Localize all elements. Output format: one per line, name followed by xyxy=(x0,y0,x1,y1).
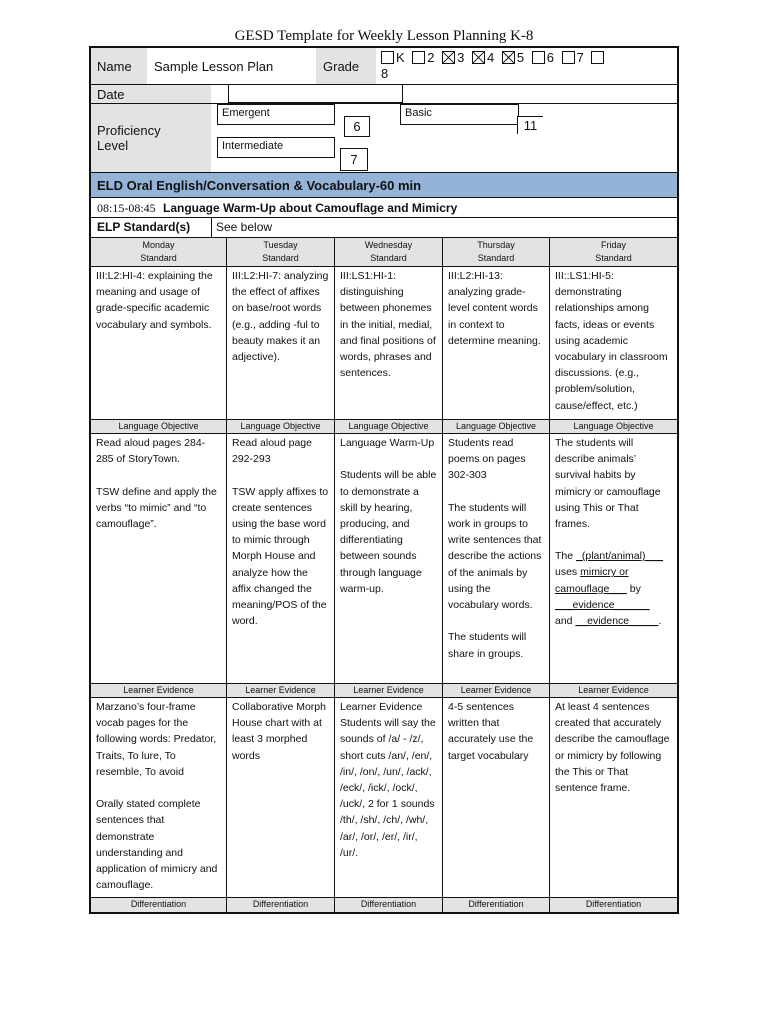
differentiation-header: Differentiation xyxy=(585,899,642,909)
evidence-header: Learner Evidence xyxy=(245,685,316,695)
day-header-monday: Monday Standard xyxy=(140,240,177,263)
differentiation-header: Differentiation xyxy=(468,899,524,909)
objective-friday: The students will describe animals’ survival habits by mimicry or camouflage using This or That frames. The _(plant/animal)___ uses mimicry or camouflage___ by ___evidence______ and __evidence_____. xyxy=(555,437,663,628)
activity-line xyxy=(97,201,457,216)
elp-label: ELP Standard(s) xyxy=(97,220,191,234)
emergent-number[interactable]: 6 xyxy=(344,116,370,137)
grade-option[interactable]: 5 xyxy=(502,50,524,65)
standard-friday: III::LS1:HI-5: demonstrating relationships among facts, ideas or events using academic vocabulary in classroom discussions. (e.g., problem/solution, cause/effect, etc.) xyxy=(555,270,668,412)
grade-option[interactable]: 2 xyxy=(412,50,434,65)
evidence-friday: At least 4 sentences created that accurately describe the camouflage or mimicry by following the This or That sentence frame. xyxy=(555,701,670,795)
standard-monday: III:L2:HI-4: explaining the meaning and usage of grade-specific academic vocabulary and symbols. xyxy=(96,270,213,331)
objective-header: Language Objective xyxy=(240,421,321,431)
lesson-plan-table xyxy=(89,46,679,914)
intermediate-label: Intermediate xyxy=(217,137,335,158)
date-field[interactable] xyxy=(228,85,403,103)
objective-header: Language Objective xyxy=(118,421,199,431)
section-title: ELD Oral English/Conversation & Vocabulary-60 min xyxy=(91,173,677,197)
grade-option[interactable]: 7 xyxy=(562,50,584,65)
date-label: Date xyxy=(97,87,125,102)
grade-option[interactable]: K xyxy=(381,50,405,65)
objective-header: Language Objective xyxy=(455,421,537,431)
objective-monday: Read aloud pages 284-285 of StoryTown. TSW define and apply the verbs “to mimic” and “to camouflage”. xyxy=(96,437,217,531)
name-value[interactable]: Sample Lesson Plan xyxy=(154,59,274,74)
grade-option[interactable]: 4 xyxy=(472,50,494,65)
checkbox-7[interactable] xyxy=(562,51,575,64)
checkbox-5[interactable] xyxy=(502,51,515,64)
grade-label: Grade xyxy=(323,59,360,74)
document-title: GESD Template for Weekly Lesson Planning K-8 xyxy=(234,28,534,44)
evidence-monday: Marzano’s four-frame vocab pages for the following words: Predator, Traits, To lure, To resemble, To avoid Orally stated complete sentences that demonstrate understanding and application of mimicry and camouflage. xyxy=(96,701,218,892)
day-header-wednesday: Wednesday Standard xyxy=(364,240,413,263)
grade-option[interactable]: 3 xyxy=(442,50,464,65)
evidence-wednesday: Learner Evidence Students will say the sounds of /a/ - /z/, short cuts /an/, /en/, /in/, /on/, /un/, /ack/, /eck/, /ick/, /ock/, /uck/, 2 for 1 sounds /th/, /sh/, /ch/, /wh/, /ar/, /or/, /er/, /ir/, /ur/. xyxy=(340,701,436,859)
checkbox-6[interactable] xyxy=(532,51,545,64)
activity-title: Language Warm-Up about Camouflage and Mimicry xyxy=(163,201,458,215)
objective-header: Language Objective xyxy=(573,421,654,431)
checkbox-k[interactable] xyxy=(381,51,394,64)
standard-thursday: III:L2:HI-13: analyzing grade-level content words in context to determine meaning. xyxy=(448,270,541,347)
day-header-friday: Friday Standard xyxy=(595,240,632,263)
name-label: Name xyxy=(97,59,132,74)
basic-number[interactable]: 11 xyxy=(517,116,543,134)
evidence-header: Learner Evidence xyxy=(460,685,532,695)
checkbox-3[interactable] xyxy=(442,51,455,64)
session-time: 08:15-08:45 xyxy=(97,201,156,215)
checkbox-4[interactable] xyxy=(472,51,485,64)
objective-tuesday: Read aloud page 292-293 TSW apply affixes to create sentences using the base word to mimic through Morph House and analyze how the affix changed the meaning/POS of the word. xyxy=(232,437,329,628)
intermediate-number[interactable]: 7 xyxy=(340,148,368,171)
emergent-label: Emergent xyxy=(217,104,335,125)
checkbox-2[interactable] xyxy=(412,51,425,64)
evidence-header: Learner Evidence xyxy=(578,685,649,695)
checkbox-8[interactable] xyxy=(591,51,604,64)
evidence-header: Learner Evidence xyxy=(123,685,194,695)
grade-option[interactable]: 6 xyxy=(532,50,554,65)
objective-thursday: Students read poems on pages 302-303 The students will work in groups to write sentences that describe the actions of the animals by using the vocabulary words. The students will share in groups. xyxy=(448,437,542,660)
differentiation-header: Differentiation xyxy=(252,899,309,909)
evidence-thursday: 4-5 sentences written that accurately use the target vocabulary xyxy=(448,701,534,762)
proficiency-label: Proficiency Level xyxy=(97,123,161,153)
grade-checkboxes xyxy=(381,50,673,82)
grade-option[interactable]: 8 xyxy=(381,50,606,81)
evidence-tuesday: Collaborative Morph House chart with at least 3 morphed words xyxy=(232,701,326,762)
standard-wednesday: III:LS1:HI-1: distinguishing between phonemes in the initial, medial, and final positions of words, phrases and sentences. xyxy=(340,270,436,380)
elp-value: See below xyxy=(216,220,273,234)
basic-label: Basic xyxy=(400,104,519,125)
day-header-tuesday: Tuesday Standard xyxy=(262,240,299,263)
differentiation-header: Differentiation xyxy=(360,899,417,909)
differentiation-header: Differentiation xyxy=(130,899,187,909)
evidence-header: Learner Evidence xyxy=(353,685,424,695)
objective-wednesday: Language Warm-Up Students will be able to demonstrate a skill by hearing, producing, and differentiating between sounds through language warm-up. xyxy=(340,437,437,595)
day-header-thursday: Thursday Standard xyxy=(477,240,515,263)
objective-header: Language Objective xyxy=(348,421,429,431)
standard-tuesday: III:L2:HI-7: analyzing the effect of affixes on base/root words (e.g., adding -ful to beauty makes it an adjective). xyxy=(232,270,329,364)
